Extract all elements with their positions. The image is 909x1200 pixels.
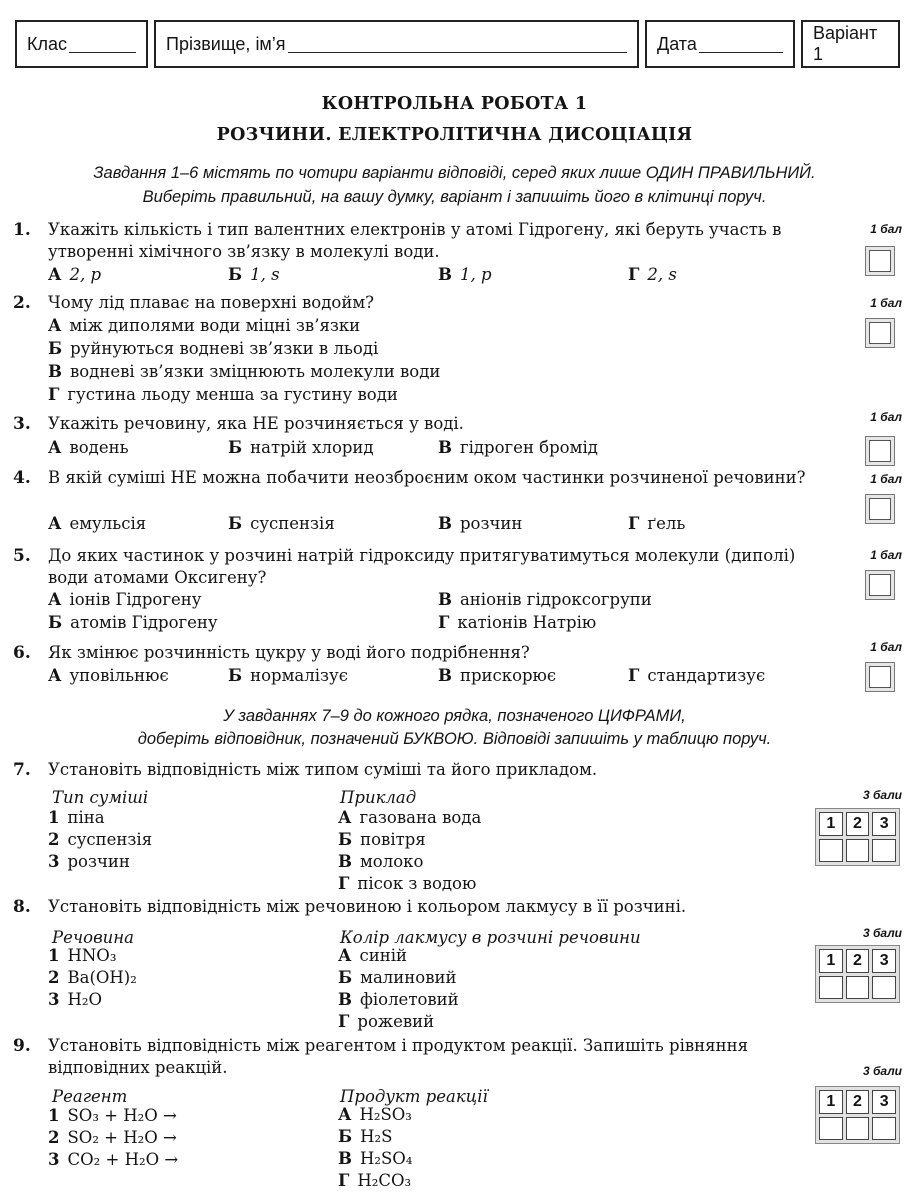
option-a: А 2, p: [48, 265, 102, 284]
option-d: Г густина льоду менша за густину води: [48, 385, 398, 404]
answer-grid: [815, 1086, 900, 1144]
option-d: Г ґель: [628, 514, 686, 533]
left-item-1: 1 HNO₃: [48, 946, 117, 965]
score-label: 1 бал: [870, 640, 902, 654]
grid-header-2: 2: [846, 949, 870, 973]
answer-grid: [815, 808, 900, 866]
question-text: Як змінює розчинність цукру у воді його подрібнення?: [48, 643, 530, 662]
score-label: 1 бал: [870, 410, 902, 424]
header-row: [15, 20, 900, 68]
class-field[interactable]: [15, 20, 148, 68]
question-number: 8.: [13, 897, 31, 917]
question-text: Установіть відповідність між типом суміші та його прикладом.: [48, 760, 598, 779]
score-label: 3 бали: [862, 926, 902, 940]
score-label: 1 бал: [870, 222, 902, 236]
option-b: Б 1, s: [228, 265, 280, 284]
left-column-title: Речовина: [52, 928, 135, 947]
right-item-a: А H₂SO₃: [338, 1105, 412, 1124]
grid-header-2: 2: [846, 1090, 870, 1114]
instruction-2-line-2: доберіть відповідник, позначений БУКВОЮ. Відповіді запишіть у таблицю поруч.: [137, 730, 772, 748]
question-text: Установіть відповідність між реагентом і продуктом реакції. Запишіть рівняння відповідних реакцій.: [48, 1036, 748, 1077]
instruction-1-line-1: Завдання 1–6 містять по чотири варіанти відповіді, серед яких лише ОДИН ПРАВИЛЬНИЙ.: [93, 164, 816, 182]
right-column-title: Продукт реакції: [340, 1087, 488, 1106]
question-number: 4.: [13, 468, 31, 488]
score-label: 1 бал: [870, 472, 902, 486]
answer-box[interactable]: [865, 436, 895, 466]
right-item-b: Б H₂S: [338, 1127, 393, 1146]
question-text: До яких частинок у розчині натрій гідроксиду притягуватимуться молекули (диполі) води атомами Оксигену?: [48, 546, 796, 587]
answer-cell-1[interactable]: [819, 1117, 843, 1141]
left-item-1: 1 SO₃ + H₂O →: [48, 1106, 177, 1125]
grid-header-3: 3: [872, 1090, 896, 1114]
name-label: Прізвище, ім’я: [166, 33, 286, 54]
option-b: Б натрій хлорид: [228, 438, 374, 457]
right-item-c: В фіолетовий: [338, 990, 459, 1009]
right-item-b: Б малиновий: [338, 968, 457, 987]
variant-label: Варіант 1: [813, 23, 878, 64]
option-d: Г стандартизує: [628, 666, 766, 685]
question-text: Чому лід плаває на поверхні водойм?: [48, 293, 375, 312]
score-label: 3 бали: [862, 788, 902, 802]
option-b: Б руйнуються водневі зв’язки в льоді: [48, 339, 379, 358]
option-a: А емульсія: [48, 514, 147, 533]
question-text: Укажіть кількість і тип валентних електронів у атомі Гідрогену, які беруть участь в утворенні хімічного зв’язку в молекулі води.: [48, 220, 782, 261]
answer-cell-3[interactable]: [872, 839, 896, 863]
question-number: 5.: [13, 546, 31, 566]
question-number: 2.: [13, 293, 31, 313]
option-a: А водень: [48, 438, 129, 457]
left-item-2: 2 суспензія: [48, 830, 153, 849]
answer-box[interactable]: [865, 662, 895, 692]
question-number: 6.: [13, 643, 31, 663]
left-item-3: 3 розчин: [48, 852, 130, 871]
option-c: В аніонів гідроксогрупи: [438, 590, 652, 609]
question-number: 3.: [13, 414, 31, 434]
answer-cell-3[interactable]: [872, 976, 896, 1000]
score-label: 1 бал: [870, 296, 902, 310]
class-label: Клас: [27, 33, 67, 54]
score-label: 3 бали: [862, 1064, 902, 1078]
name-field[interactable]: [154, 20, 639, 68]
option-c: В 1, p: [438, 265, 492, 284]
left-item-1: 1 піна: [48, 808, 105, 827]
question-text: Установіть відповідність між речовиною і кольором лакмусу в її розчині.: [48, 897, 687, 916]
grid-header-1: 1: [819, 1090, 843, 1114]
answer-cell-1[interactable]: [819, 976, 843, 1000]
instruction-1-line-2: Виберіть правильний, на вашу думку, варіант і запишіть його в клітинці поруч.: [142, 188, 767, 206]
left-column-title: Реагент: [52, 1087, 128, 1106]
option-d: Г 2, s: [628, 265, 677, 284]
instruction-2-line-1: У завданнях 7–9 до кожного рядка, позначеного ЦИФРАМИ,: [223, 707, 686, 725]
right-item-a: А газована вода: [338, 808, 482, 827]
right-item-d: Г рожевий: [338, 1012, 435, 1031]
right-item-c: В H₂SO₄: [338, 1149, 413, 1168]
right-item-d: Г пісок з водою: [338, 874, 477, 893]
grid-header-3: 3: [872, 949, 896, 973]
option-a: А іонів Гідрогену: [48, 590, 202, 609]
answer-grid: [815, 945, 900, 1003]
option-a: А між диполями води міцні зв’язки: [48, 316, 361, 335]
left-item-2: 2 SO₂ + H₂O →: [48, 1128, 177, 1147]
grid-header-1: 1: [819, 812, 843, 836]
option-b: Б атомів Гідрогену: [48, 613, 218, 632]
answer-box[interactable]: [865, 246, 895, 276]
answer-cell-2[interactable]: [846, 839, 870, 863]
answer-box[interactable]: [865, 494, 895, 524]
answer-cell-2[interactable]: [846, 976, 870, 1000]
option-d: Г катіонів Натрію: [438, 613, 597, 632]
grid-header-2: 2: [846, 812, 870, 836]
score-label: 1 бал: [870, 548, 902, 562]
grid-header-1: 1: [819, 949, 843, 973]
option-b: Б нормалізує: [228, 666, 348, 685]
option-a: А уповільнює: [48, 666, 169, 685]
answer-cell-3[interactable]: [872, 1117, 896, 1141]
page-title: КОНТРОЛЬНА РОБОТА 1: [321, 94, 588, 114]
left-item-3: 3 H₂O: [48, 990, 103, 1009]
question-number: 9.: [13, 1036, 31, 1056]
option-c: В розчин: [438, 514, 523, 533]
grid-header-3: 3: [872, 812, 896, 836]
right-item-d: Г H₂CO₃: [338, 1171, 412, 1190]
left-column-title: Тип суміші: [52, 788, 149, 807]
date-field[interactable]: [645, 20, 795, 68]
answer-box[interactable]: [865, 318, 895, 348]
option-c: В прискорює: [438, 666, 557, 685]
option-b: Б суспензія: [228, 514, 335, 533]
question-text: В якій суміші НЕ можна побачити неозброєним оком частинки розчиненої речовини?: [48, 468, 806, 487]
question-text: Укажіть речовину, яка НЕ розчиняється у воді.: [48, 414, 464, 433]
right-item-a: А синій: [338, 946, 407, 965]
date-label: Дата: [657, 33, 697, 54]
question-number: 1.: [13, 220, 31, 240]
option-c: В гідроген бромід: [438, 438, 598, 457]
page-subtitle: РОЗЧИНИ. ЕЛЕКТРОЛІТИЧНА ДИСОЦІАЦІЯ: [216, 125, 693, 145]
answer-cell-2[interactable]: [846, 1117, 870, 1141]
left-item-2: 2 Ba(OH)₂: [48, 968, 137, 987]
left-item-3: 3 CO₂ + H₂O →: [48, 1150, 179, 1169]
right-item-c: В молоко: [338, 852, 424, 871]
right-column-title: Приклад: [340, 788, 417, 807]
question-number: 7.: [13, 760, 31, 780]
right-item-b: Б повітря: [338, 830, 426, 849]
option-c: В водневі зв’язки зміцнюють молекули води: [48, 362, 441, 381]
answer-box[interactable]: [865, 570, 895, 600]
right-column-title: Колір лакмусу в розчині речовини: [340, 928, 641, 947]
answer-cell-1[interactable]: [819, 839, 843, 863]
variant-box: [801, 20, 900, 68]
